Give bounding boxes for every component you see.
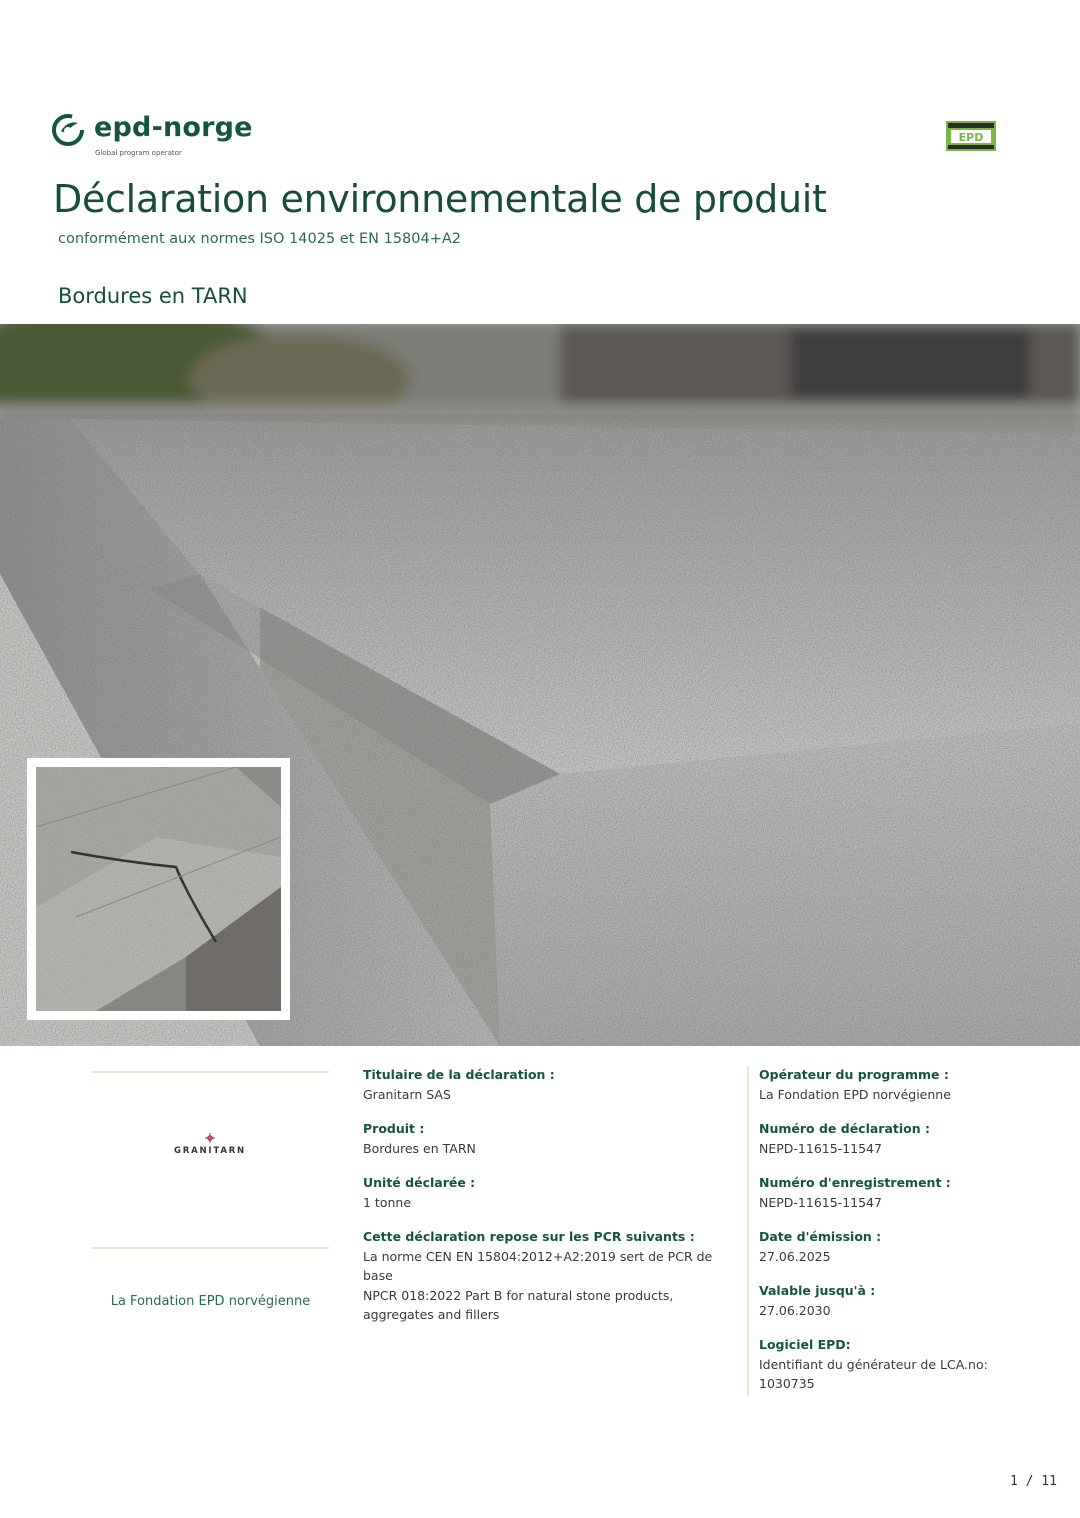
- info-label: Unité déclarée :: [363, 1175, 476, 1190]
- info-value: La norme CEN EN 15804:2012+A2:2019 sert de PCR de base: [363, 1248, 713, 1283]
- info-unit: [363, 1173, 735, 1212]
- info-value: Bordures en TARN: [363, 1140, 476, 1156]
- info-issue-date: [759, 1227, 1039, 1266]
- info-registration-number: [759, 1173, 1039, 1212]
- epd-norge-logo: [52, 112, 312, 162]
- info-value: 27.06.2025: [759, 1248, 831, 1264]
- declaration-info-left: [363, 1065, 735, 1340]
- product-name: Bordures en TARN: [58, 284, 248, 308]
- info-value: NEPD-11615-11547: [759, 1140, 882, 1156]
- info-value: Granitarn SAS: [363, 1086, 451, 1102]
- epd-norge-emblem-icon: [52, 114, 84, 146]
- inset-product-photo: [27, 758, 290, 1020]
- info-value: NEPD-11615-11547: [759, 1194, 882, 1210]
- granitarn-wordmark: GRANITARN: [174, 1146, 246, 1156]
- brand-tagline: Global program operator: [95, 149, 182, 157]
- declaration-info-right: [759, 1065, 1039, 1409]
- page-indicator: 1 / 11: [1010, 1474, 1057, 1489]
- info-label: Produit :: [363, 1121, 425, 1136]
- info-value: La Fondation EPD norvégienne: [759, 1086, 951, 1102]
- info-pcr: [363, 1227, 735, 1325]
- brand-name: epd-norge: [94, 112, 253, 143]
- info-label: Numéro d'enregistrement :: [759, 1175, 951, 1190]
- info-declaration-number: [759, 1119, 1039, 1158]
- info-label: Logiciel EPD:: [759, 1337, 851, 1352]
- granitarn-emblem-icon: [170, 1133, 250, 1145]
- granitarn-logo: [170, 1133, 250, 1161]
- column-divider: [747, 1066, 749, 1396]
- info-label: Titulaire de la déclaration :: [363, 1067, 555, 1082]
- info-label: Date d'émission :: [759, 1229, 882, 1244]
- info-label: Opérateur du programme :: [759, 1067, 949, 1082]
- divider-top: [92, 1071, 329, 1073]
- info-product: [363, 1119, 735, 1158]
- info-value: 27.06.2030: [759, 1302, 831, 1318]
- info-valid-until: [759, 1281, 1039, 1320]
- info-value-secondary: NPCR 018:2022 Part B for natural stone products, aggregates and fillers: [363, 1287, 674, 1322]
- info-software: [759, 1335, 1039, 1394]
- info-operator: [759, 1065, 1039, 1104]
- page-subtitle: conformément aux normes ISO 14025 et EN 15804+A2: [58, 231, 462, 247]
- divider-bottom: [92, 1247, 329, 1249]
- info-holder: [363, 1065, 735, 1104]
- epd-certification-badge-icon: [946, 121, 996, 151]
- foundation-name: La Fondation EPD norvégienne: [110, 1294, 311, 1309]
- info-value: 1 tonne: [363, 1194, 412, 1210]
- info-label: Numéro de déclaration :: [759, 1121, 930, 1136]
- info-label: Cette déclaration repose sur les PCR suivants :: [363, 1229, 695, 1244]
- info-value: Identifiant du générateur de LCA.no: 1030735: [759, 1356, 988, 1391]
- page-title: Déclaration environnementale de produit: [53, 177, 827, 221]
- info-label: Valable jusqu'à :: [759, 1283, 876, 1298]
- badge-text: EPD: [958, 131, 984, 144]
